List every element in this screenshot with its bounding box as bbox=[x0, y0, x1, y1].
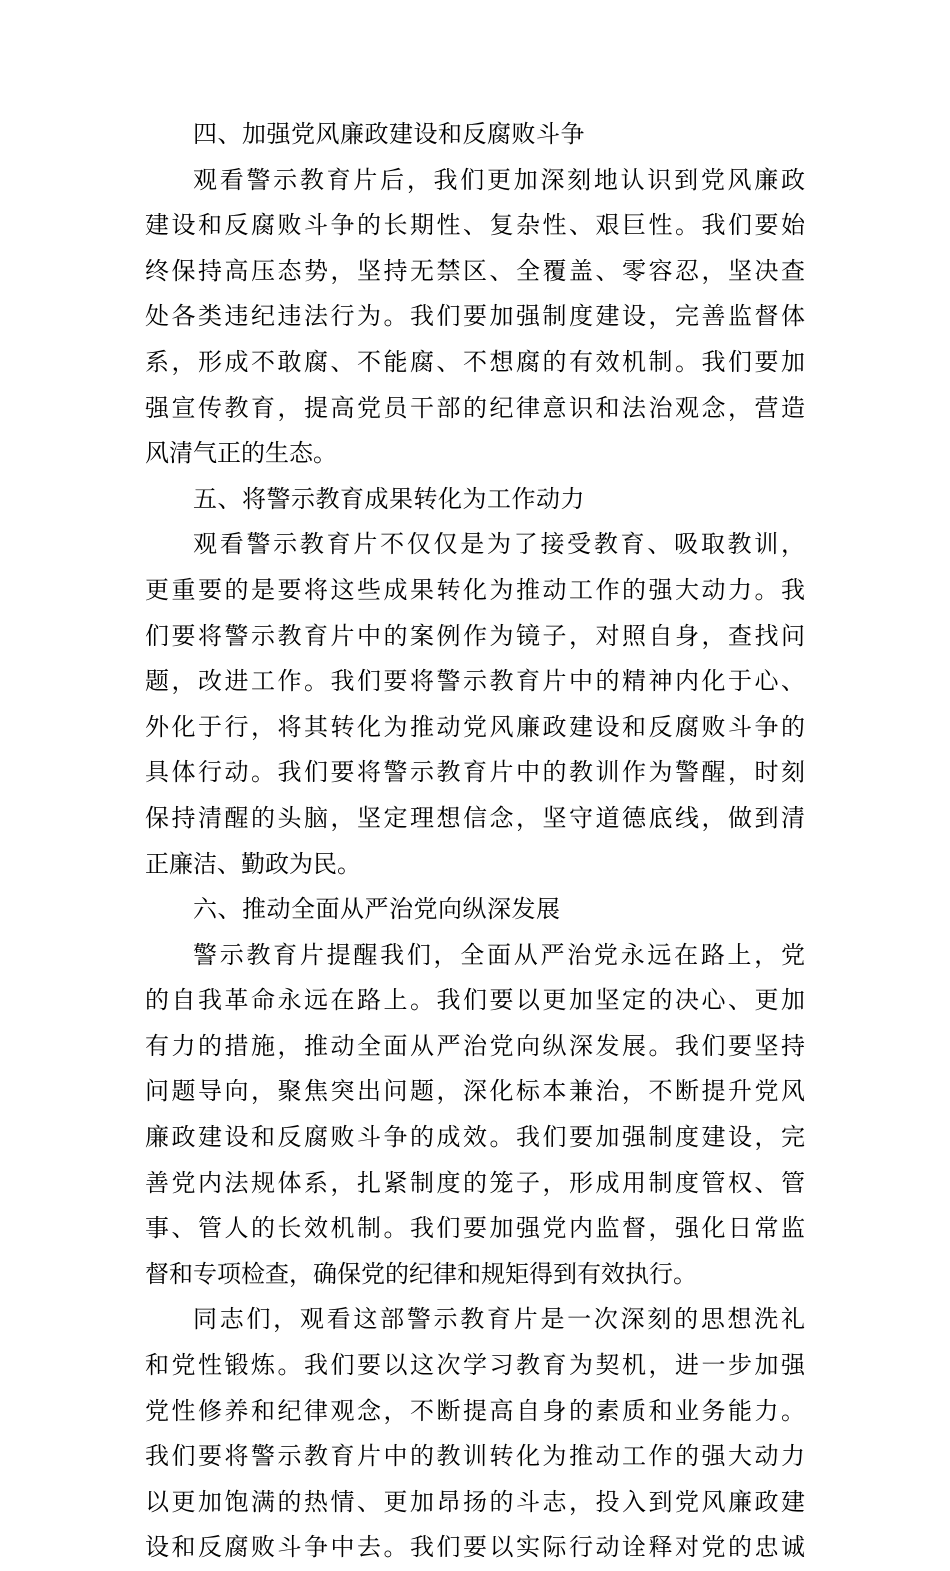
paragraph-line: 和党性锻炼。我们要以这次学习教育为契机，进一步加强 bbox=[145, 1351, 805, 1380]
section-heading: 六、推动全面从严治党向纵深发展 bbox=[193, 895, 561, 924]
section-heading: 五、将警示教育成果转化为工作动力 bbox=[193, 484, 585, 513]
paragraph-line: 保持清醒的头脑，坚定理想信念，坚守道德底线，做到清 bbox=[145, 803, 805, 832]
paragraph-line: 系，形成不敢腐、不能腐、不想腐的有效机制。我们要加 bbox=[145, 347, 805, 376]
paragraph-line: 正廉洁、勤政为民。 bbox=[145, 849, 361, 878]
paragraph-line: 有力的措施，推动全面从严治党向纵深发展。我们要坚持 bbox=[145, 1031, 805, 1060]
paragraph-line: 外化于行，将其转化为推动党风廉政建设和反腐败斗争的 bbox=[145, 712, 805, 741]
paragraph-line: 更重要的是要将这些成果转化为推动工作的强大动力。我 bbox=[145, 575, 805, 604]
closing-paragraph bbox=[145, 1297, 805, 1571]
paragraph-line: 观看警示教育片后，我们更加深刻地认识到党风廉政 bbox=[193, 165, 805, 194]
paragraph-line: 们要将警示教育片中的案例作为镜子，对照自身，查找问 bbox=[145, 621, 805, 650]
paragraph-line: 以更加饱满的热情、更加昂扬的斗志，投入到党风廉政建 bbox=[145, 1487, 805, 1516]
paragraph bbox=[145, 933, 805, 1298]
section-heading: 四、加强党风廉政建设和反腐败斗争 bbox=[193, 120, 585, 148]
paragraph-line: 风清气正的生态。 bbox=[145, 439, 337, 468]
paragraph bbox=[145, 522, 805, 887]
paragraph-line: 善党内法规体系，扎紧制度的笼子，形成用制度管权、管 bbox=[145, 1168, 805, 1197]
paragraph-line: 的自我革命永远在路上。我们要以更加坚定的决心、更加 bbox=[145, 986, 805, 1015]
paragraph-line: 具体行动。我们要将警示教育片中的教训作为警醒，时刻 bbox=[145, 758, 805, 787]
document-body bbox=[145, 112, 805, 1571]
paragraph-line: 终保持高压态势，坚持无禁区、全覆盖、零容忍，坚决查 bbox=[145, 256, 805, 285]
paragraph-line: 处各类违纪违法行为。我们要加强制度建设，完善监督体 bbox=[145, 302, 805, 331]
paragraph-line: 督和专项检查，确保党的纪律和规矩得到有效执行。 bbox=[145, 1259, 697, 1288]
paragraph bbox=[145, 158, 805, 477]
paragraph-line: 题，改进工作。我们要将警示教育片中的精神内化于心、 bbox=[145, 667, 805, 696]
paragraph-line: 建设和反腐败斗争的长期性、复杂性、艰巨性。我们要始 bbox=[145, 211, 805, 240]
paragraph-line: 廉政建设和反腐败斗争的成效。我们要加强制度建设，完 bbox=[145, 1123, 805, 1152]
paragraph-line: 党性修养和纪律观念，不断提高自身的素质和业务能力。 bbox=[145, 1396, 805, 1425]
paragraph-line: 我们要将警示教育片中的教训转化为推动工作的强大动力 bbox=[145, 1442, 805, 1471]
paragraph-line: 警示教育片提醒我们，全面从严治党永远在路上，党 bbox=[193, 940, 805, 969]
paragraph-line: 事、管人的长效机制。我们要加强党内监督，强化日常监 bbox=[145, 1214, 805, 1243]
paragraph-line: 设和反腐败斗争中去。我们要以实际行动诠释对党的忠诚 bbox=[145, 1533, 805, 1562]
paragraph-line: 同志们，观看这部警示教育片是一次深刻的思想洗礼 bbox=[193, 1305, 805, 1334]
paragraph-line: 强宣传教育，提高党员干部的纪律意识和法治观念，营造 bbox=[145, 393, 805, 422]
paragraph-line: 观看警示教育片不仅仅是为了接受教育、吸取教训， bbox=[193, 530, 805, 559]
paragraph-line: 问题导向，聚焦突出问题，深化标本兼治，不断提升党风 bbox=[145, 1077, 805, 1106]
